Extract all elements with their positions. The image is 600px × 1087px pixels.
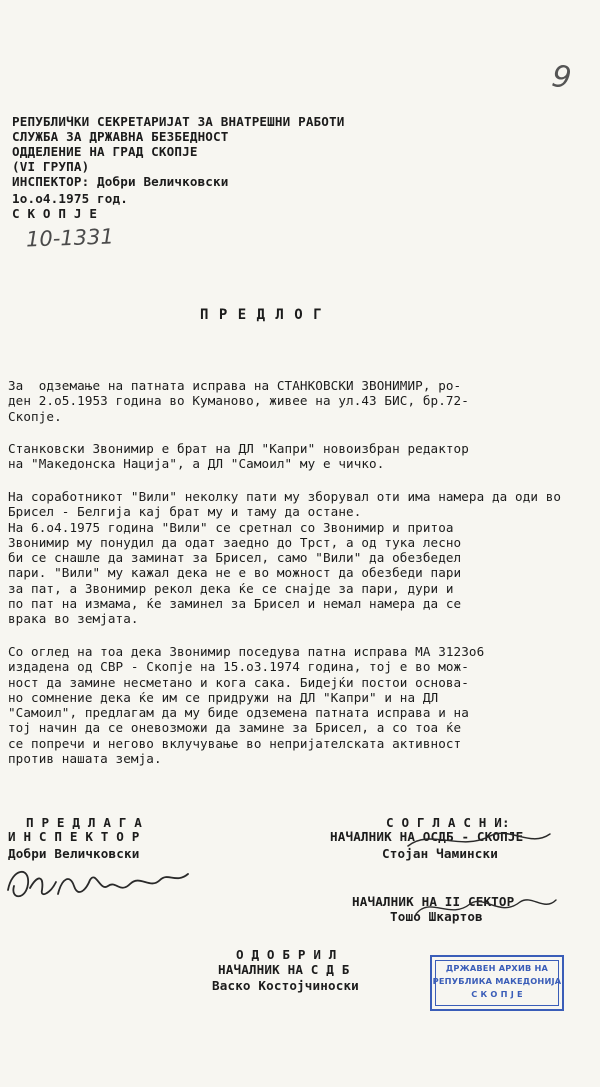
paragraph-3: На соработникот "Вили" неколку пати му зборувал оти има намера да оди во Брисел - Белгија кај брат му и таму да остане. На 6.о4.1975 година "Вили" се сретнал со Звонимир и притоа Звонимир му понудил да одат заедно до Трст, а од тука лесно би се снашле да заминат за Брисел, само "Вили" да обезбедел пари. "Вили" му кажал дека не е во можност да обезбеди пари за пат, а Звонимир рекол дека ќе се снајде за пари, дури и по пат на измама, ќе заминел за Брисел и немал намера да се врака во земјата. bbox=[8, 489, 562, 627]
reference-number: 10-1331 bbox=[25, 224, 115, 252]
sdb-chief-role: НАЧАЛНИК НА С Д Б bbox=[218, 962, 350, 977]
stamp-line-2: РЕПУБЛИКА МАКЕДОНИЈА bbox=[432, 976, 562, 986]
stamp-line-3: С К О П Ј Е bbox=[471, 989, 523, 999]
osdb-chief-role: НАЧАЛНИК НА ОСДБ - СКОПЈЕ bbox=[330, 829, 524, 844]
sector-chief-name: Тошо Шкартов bbox=[390, 909, 483, 924]
paragraph-1: За одземање на патната исправа на СТАНКОВСКИ ЗВОНИМИР, ро- ден 2.о5.1953 година во Куманово, живее на ул.43 БИС, бр.72- Скопје. bbox=[8, 378, 469, 424]
osdb-chief-name: Стојан Чамински bbox=[382, 846, 498, 861]
header-inspector: ИНСПЕКТОР: Добри Величковски bbox=[12, 174, 229, 189]
document-title: П Р Е Д Л О Г bbox=[200, 307, 323, 323]
header-department: ОДДЕЛЕНИЕ НА ГРАД СКОПЈЕ bbox=[12, 144, 198, 159]
paragraph-2: Станковски Звонимир е брат на ДЛ "Капри" новоизбран редактор на "Македонска Нација", а ДЛ "Самоил" му е чичко. bbox=[8, 441, 469, 472]
paragraph-4: Со оглед на тоа дека Звонимир поседува патна исправа МА 3123о6 издадена од СВР - Скопје на 15.о3.1974 година, тој е во мож- ност да замине несметано и кога сака. Бидејќи постои основа- но сомнение дека ќе им се придружи на ДЛ "Капри" и на ДЛ "Самоил", предлагам да му биде одземена патната исправа и на тој начин да се оневозможи да замине за Брисел, а со тоа ќе се попречи и негово вклучување во непријателската активност против нашата земја. bbox=[8, 644, 485, 767]
header-date: 1o.o4.1975 год. bbox=[12, 191, 128, 206]
inspector-signature bbox=[0, 860, 200, 910]
archive-stamp bbox=[430, 955, 564, 1011]
proposer-name: Добри Величковски bbox=[8, 846, 140, 861]
osdb-chief-signature bbox=[400, 822, 560, 862]
approvals-title: С О Г Л А С Н И: bbox=[386, 815, 510, 830]
sdb-chief-name: Васко Костојчиноски bbox=[212, 978, 359, 993]
header-city: С К О П Ј Е bbox=[12, 206, 98, 221]
header-group: (VI ГРУПА) bbox=[12, 159, 90, 174]
proposer-title: П Р Е Д Л А Г А bbox=[26, 815, 142, 830]
stamp-border bbox=[435, 960, 559, 1006]
header-service: СЛУЖБА ЗА ДРЖАВНА БЕЗБЕДНОСТ bbox=[12, 129, 229, 144]
stamp-line-1: ДРЖАВЕН АРХИВ НА bbox=[445, 963, 549, 973]
page-number: 9 bbox=[549, 58, 574, 97]
header-ministry: РЕПУБЛИЧКИ СЕКРЕТАРИЈАТ ЗА ВНАТРЕШНИ РАБОТИ bbox=[12, 114, 345, 129]
proposer-role: И Н С П Е К Т О Р bbox=[8, 829, 140, 844]
sector-chief-signature bbox=[410, 892, 560, 926]
approved-title: О Д О Б Р И Л bbox=[236, 947, 337, 962]
sector-chief-role: НАЧАЛНИК НА II СЕКТОР bbox=[352, 894, 515, 909]
